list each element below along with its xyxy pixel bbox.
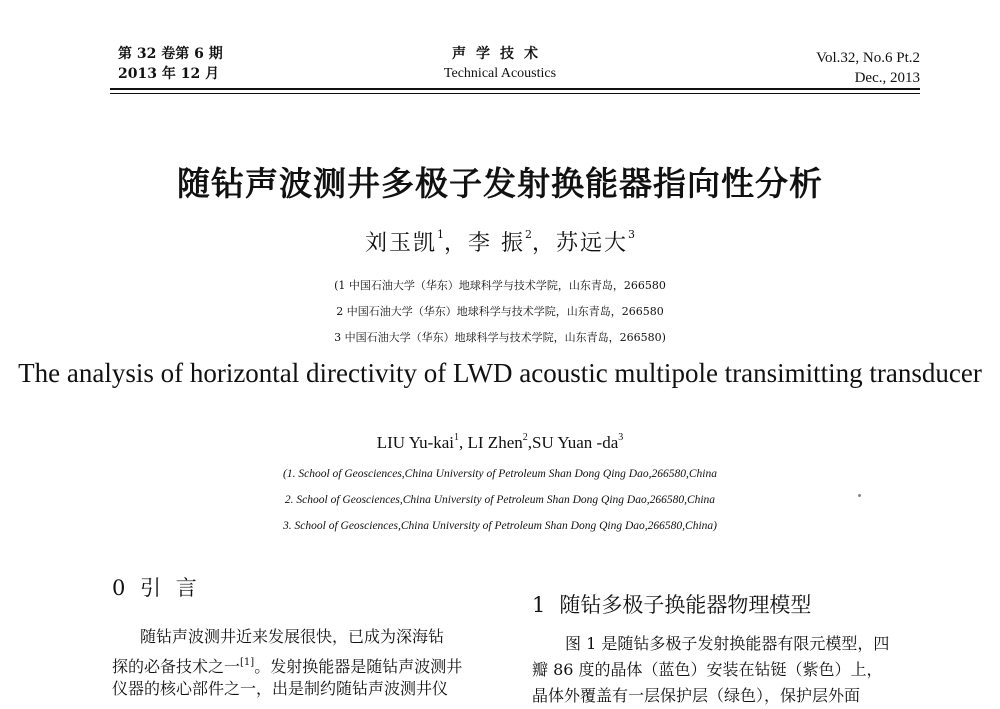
author-en-sup: 3: [618, 432, 624, 443]
paper-title-en: The analysis of horizontal directivity of LWD acoustic multipole transimitting transducer: [18, 358, 982, 388]
issue-volume-en: Vol.32, No.6 Pt.2: [816, 50, 920, 66]
section-1-line-1: 图 1 是随钻多极子发射换能器有限元模型，四: [565, 634, 890, 653]
section-1-heading: [532, 589, 811, 619]
section-1-title: 随钻多极子换能器物理模型: [559, 593, 812, 617]
issue-date-en: Dec., 2013: [854, 70, 920, 86]
section-1-number: 1: [532, 593, 546, 617]
author-sep: ,: [459, 433, 468, 452]
section-0-line-3: 仪器的核心部件之一，出是制约随钻声波测井仪: [112, 679, 449, 698]
journal-name-cn: 声学技术: [452, 46, 548, 62]
header-rule-thin: [110, 93, 920, 94]
section-1-line-2: 瓣 86 度的晶体（蓝色）安装在钻铤（紫色）上，: [532, 660, 883, 679]
author-sep: ，: [443, 231, 468, 256]
section-0-heading: 0 引 言: [112, 576, 201, 600]
author-cn: 刘玉凯: [364, 231, 437, 256]
affiliation-en-1: (1. School of Geosciences,China University of Petroleum Shan Dong Qing Dao,266580,China: [283, 468, 717, 480]
affiliation-en-2: 2. School of Geosciences,China University of Petroleum Shan Dong Qing Dao,266580,China: [284, 494, 716, 506]
author-cn-sup: 1: [436, 228, 444, 241]
author-sep: ,: [527, 433, 532, 452]
journal-name-en: Technical Acoustics: [443, 66, 557, 81]
author-cn-sup: 2: [525, 228, 532, 241]
issue-date: 2013 年 12 月: [118, 66, 220, 82]
author-en: LIU Yu-kai: [376, 433, 455, 452]
affiliation-en-3: 3. School of Geosciences,China University of Petroleum Shan Dong Qing Dao,266580,China): [283, 520, 717, 532]
journal-issue-en: [816, 48, 920, 88]
author-en: SU Yuan -da: [532, 433, 619, 452]
author-en: LI Zhen: [467, 433, 523, 452]
author-en-sup: 1: [454, 432, 460, 443]
header-rule-thick: [110, 88, 920, 90]
paper-title-cn: 随钻声波测井多极子发射换能器指向性分析: [177, 164, 823, 203]
affiliation-cn-1: (1 中国石油大学（华东）地球科学与技术学院，山东青岛，266580: [334, 279, 666, 292]
author-cn-sup: 3: [628, 228, 636, 241]
author-list-en: [0, 432, 1000, 453]
author-cn: 李 振: [468, 231, 525, 256]
citation-ref: [1]: [240, 657, 255, 668]
author-list-cn: [0, 226, 1000, 257]
author-sep: ，: [532, 231, 557, 256]
affiliation-cn-3: 3 中国石油大学（华东）地球科学与技术学院，山东青岛，266580): [334, 331, 666, 344]
section-0-line-1: 随钻声波测井近来发展很快，已成为深海钻: [140, 627, 445, 646]
author-en-sup: 2: [522, 432, 528, 443]
issue-volume: 第 32 卷第 6 期: [118, 46, 223, 62]
affiliation-cn-2: 2 中国石油大学（华东）地球科学与技术学院，山东青岛，266580: [336, 305, 664, 318]
scan-speck: [858, 494, 861, 497]
author-cn: 苏远大: [556, 231, 629, 256]
section-0-line-2-text: 探的必备技术之一: [112, 657, 241, 676]
section-1-line-3: 晶体外覆盖有一层保护层（绿色），保护层外面: [532, 686, 861, 705]
section-0-line-2-rest: 。发射换能器是随钻声波测井: [254, 657, 463, 676]
